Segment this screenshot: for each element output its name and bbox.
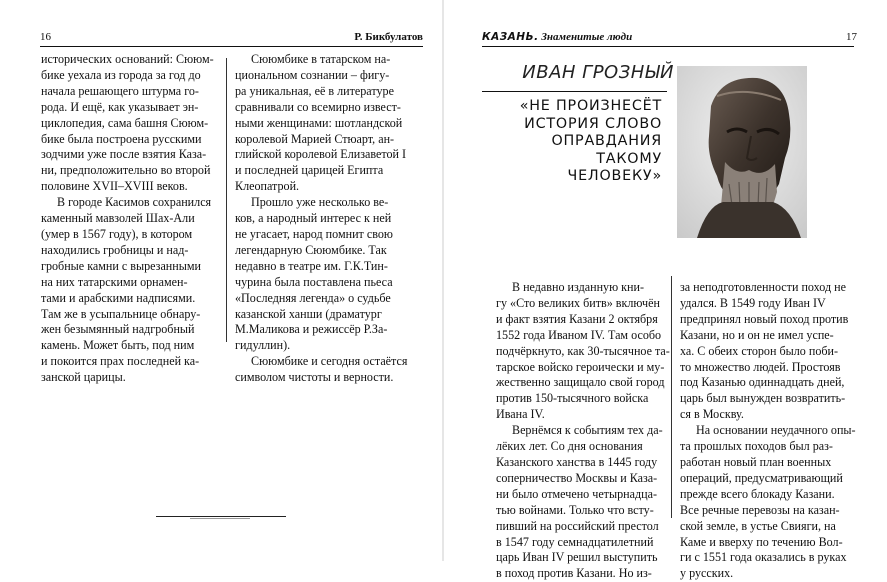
text-line: соперничество Москвы и Каза- [496, 470, 658, 485]
text-line: Казани, но и он не имел успе- [680, 327, 834, 342]
column-divider-left [226, 58, 227, 342]
left-column-2 [235, 52, 410, 386]
text-line: жен безымянный надгробный [41, 322, 195, 337]
running-head-city: КАЗАНЬ. [482, 31, 539, 43]
right-column-1 [496, 280, 668, 582]
text-line: не угасает, народ помнит свою [235, 226, 393, 241]
text-line: зодчими уже после взятия Каза- [41, 147, 207, 162]
text-line: 1552 года Иваном IV. Там особо [496, 327, 662, 342]
text-line: Сююмбике в татарском на- [251, 52, 391, 66]
chapter-title-rule [482, 91, 667, 92]
text-line: лёких лет. Со дня основания [496, 439, 643, 454]
text-line: жественно защищало свой город [496, 375, 665, 390]
text-line: операций, предусматривающий [680, 470, 843, 485]
text-line: предпринял новый поход против [680, 311, 849, 326]
text-line: бике уехала из города за год до [41, 67, 201, 82]
text-line: Там же в усыпальнице обнару- [41, 306, 201, 321]
text-line: пивший на российский престол [496, 518, 659, 533]
epigraph-line: ЧЕЛОВЕКУ» [567, 168, 662, 184]
text-line: начала решающего штурма го- [41, 83, 199, 98]
text-line: на них татарскими орнамен- [41, 274, 188, 289]
text-line: и факт взятия Казани 2 октября [496, 311, 658, 326]
text-line: легендарную Сююмбике. Так [235, 242, 387, 257]
left-page [0, 0, 443, 561]
text-line: Клеопатрой. [235, 179, 300, 194]
chapter-title: ИВАН ГРОЗНЫЙ [522, 62, 674, 83]
epigraph-line: ТАКОМУ [596, 150, 662, 167]
text-line: (умер в 1567 году), в котором [41, 226, 193, 241]
text-line: символом чистоты и верности. [235, 370, 394, 385]
text-line: ков, а народный интерес к ней [235, 211, 392, 226]
text-line: ся в Москву. [680, 407, 744, 422]
text-line: сравнивали со всемирно извест- [235, 99, 401, 114]
text-line: у русских. [680, 566, 734, 581]
text-line: находились гробницы и над- [41, 242, 189, 257]
text-line: глийской королевой Елизаветой I [235, 147, 407, 162]
text-line: ни, предположительно во второй [41, 163, 211, 178]
text-line: ской земле, в устье Свияги, на [680, 518, 836, 533]
header-rule-left [40, 46, 423, 47]
text-line: королевой Марией Стюарт, ан- [235, 131, 395, 146]
text-line: Каме и вверху по течению Вол- [680, 534, 843, 549]
footer-rule-left [156, 516, 286, 517]
text-line: гу «Сто великих битв» включён [496, 295, 660, 310]
text-line: тами и арабскими надписями. [41, 290, 196, 305]
text-line: В городе Касимов сохранился [57, 195, 212, 210]
left-column-1 [41, 52, 212, 386]
text-line: царь Иван IV решил выступить [496, 550, 658, 565]
text-line: Все речные перевозы на казан- [680, 502, 840, 517]
page-number-right: 17 [846, 31, 857, 43]
page-number-left: 16 [40, 31, 51, 43]
text-line: ни было отмечено четырнадца- [496, 486, 658, 501]
text-line: каменный мавзолей Шах-Али [41, 211, 195, 226]
text-line: занской царицы. [41, 370, 126, 385]
text-line: Ивана IV. [496, 407, 545, 422]
right-column-2 [680, 280, 856, 582]
text-line: подчёркнуто, как 30-тысячное та- [496, 343, 670, 358]
text-line: и последней царицей Египта [235, 163, 384, 178]
text-line: работан новый план военных [680, 454, 832, 469]
text-line: В недавно изданную кни- [512, 280, 644, 294]
text-line: ги с 1551 года оказались в руках [680, 550, 847, 565]
portrait-drawing [677, 66, 807, 238]
running-head-section: Знаменитые люди [538, 31, 633, 43]
text-line: ха. С обеих сторон было поби- [680, 343, 839, 358]
text-line: Казанского ханства в 1445 году [496, 454, 658, 469]
text-line: Вернёмся к событиям тех да- [512, 423, 663, 438]
text-line: Прошло уже несколько ве- [251, 195, 389, 210]
bust-portrait-image [677, 66, 807, 238]
text-line: бике была построена русскими [41, 131, 202, 146]
text-line: казанской ханши (драматург [235, 306, 382, 321]
text-line: то множество людей. Простояв [680, 359, 841, 374]
text-line: «Последняя легенда» о судьбе [235, 290, 391, 305]
epigraph-line: ОПРАВДАНИЯ [551, 133, 662, 149]
text-line: гидуллин). [235, 338, 291, 353]
text-line: недавно в театре им. Г.К.Тин- [235, 258, 388, 273]
text-line: гробные камни с вырезанными [41, 258, 202, 273]
text-line: тарское войско героически и му- [496, 359, 665, 374]
text-line: та прошлых походов был раз- [680, 439, 833, 454]
right-page [444, 0, 887, 581]
text-line: М.Маликова и режиссёр Р.За- [235, 322, 388, 337]
text-line: в 1547 году семнадцатилетний [496, 534, 654, 549]
text-line: под Казанью одиннадцать дней, [680, 375, 845, 390]
epigraph-line: «НЕ ПРОИЗНЕСЁТ [519, 98, 662, 114]
running-head-title [482, 31, 632, 44]
text-line: тью войнами. Только что всту- [496, 502, 654, 517]
text-line: в поход против Казани. Но из- [496, 566, 652, 581]
text-line: чурина была поставлена пьеса [235, 274, 393, 289]
text-line: исторических оснований: Сююм- [41, 52, 214, 66]
text-line: и покоится прах последней ка- [41, 354, 200, 369]
text-line: камень. Может быть, под ним [41, 338, 195, 353]
text-line: циклопедия, сама башня Сююм- [41, 115, 209, 130]
text-line: прежде всего блокаду Казани. [680, 486, 835, 501]
text-line: ными женщинами: шотландской [235, 115, 403, 130]
text-line: ра уникальная, её в литературе [235, 83, 394, 98]
column-divider-right [671, 276, 672, 518]
text-line: рода. И ещё, как указывает эн- [41, 99, 199, 114]
text-line: удался. В 1549 году Иван IV [680, 295, 826, 310]
text-line: против 150-тысячного войска [496, 391, 649, 406]
chapter-epigraph [482, 98, 662, 186]
header-rule-right [482, 46, 854, 47]
text-line: за неподготовленности поход не [680, 280, 846, 294]
text-line: циональном сознании – фигу- [235, 67, 390, 82]
epigraph-line: ИСТОРИЯ СЛОВО [524, 115, 662, 132]
footer-rule-left-shadow [190, 518, 250, 519]
running-head-author: Р. Бикбулатов [354, 31, 423, 43]
text-line: царь был вынужден возвратить- [680, 391, 846, 406]
text-line: На основании неудачного опы- [696, 423, 856, 438]
text-line: половине XVII–XVIII веков. [41, 179, 188, 194]
text-line: Сююмбике и сегодня остаётся [251, 354, 408, 369]
